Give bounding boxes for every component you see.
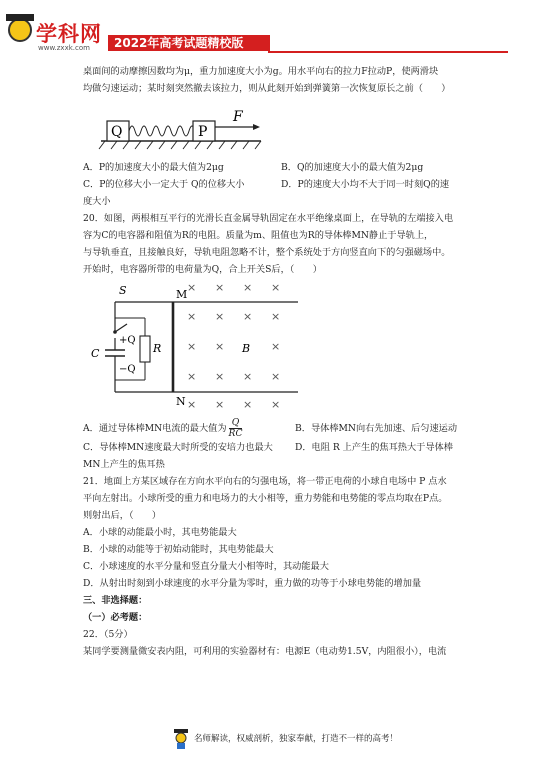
switch-s-label: S xyxy=(119,284,127,297)
q20-figure xyxy=(83,280,473,418)
svg-text:×: × xyxy=(187,370,197,383)
q20-text: 开始时，电容器所带的电荷量为Q，合上开关S后，（ ） xyxy=(83,264,322,275)
q21-text: 平向左射出。小球所受的重力和电场力的大小相等，重力势能和电势能的零点均取在P点。 xyxy=(83,493,448,504)
capacitor-c-label: C xyxy=(91,347,100,360)
force-f-label: F xyxy=(233,109,243,125)
q19-option-c: C．P的位移大小一定大于 Q的位移大小 xyxy=(83,179,245,190)
q19-option-d: D．P的速度大小均不大于同一时刻Q的速 xyxy=(281,179,450,190)
exam-content xyxy=(83,63,473,660)
q21-text: 则射出后，（ ） xyxy=(83,510,162,521)
block-q-label: Q xyxy=(111,124,123,140)
charge-plus-label: +Q xyxy=(119,335,136,346)
title-banner: 2022年高考试题精校版 xyxy=(108,35,270,51)
svg-text:×: × xyxy=(187,398,197,411)
fraction-denominator: RC xyxy=(228,428,243,439)
mascot-icon xyxy=(8,18,32,42)
svg-text:×: × xyxy=(215,310,225,323)
spring-blocks-diagram xyxy=(83,97,283,159)
graduation-cap-icon xyxy=(6,14,34,21)
svg-text:×: × xyxy=(187,310,197,323)
page-header xyxy=(0,0,550,60)
svg-text:×: × xyxy=(243,310,253,323)
rod-m-label: M xyxy=(176,288,188,301)
q22-heading: 22．（5分） xyxy=(83,629,133,640)
q19-figure xyxy=(83,97,473,159)
q20-option-c: C．导体棒MN速度最大时所受的安培力也最大 xyxy=(83,442,273,453)
q19-option-b: B．Q的加速度大小的最大值为2μg xyxy=(281,162,424,173)
q22-text: 某同学要测量微安表内阻，可利用的实验器材有：电源E（电动势1.5V，内阻很小），电流 xyxy=(83,646,447,657)
q21-option-a: A．小球的动能最小时，其电势能最大 xyxy=(83,527,237,538)
q20-text: 容为C的电容器和阻值为R的电阻。质量为m、阻值也为R的导体棒MN静止于导轨上， xyxy=(83,230,434,241)
logo xyxy=(8,14,108,54)
q21-text: 21．地面上方某区域存在方向水平向右的匀强电场，将一带正电荷的小球自电场中 P 点水 xyxy=(83,476,447,487)
svg-text:×: × xyxy=(215,340,225,353)
svg-text:×: × xyxy=(187,340,197,353)
rail-circuit-diagram xyxy=(83,280,303,416)
subsection-title: （一）必考题： xyxy=(83,612,148,623)
svg-text:×: × xyxy=(271,281,281,294)
svg-text:×: × xyxy=(215,370,225,383)
resistor-r-label: R xyxy=(153,342,162,355)
fraction-numerator: Q xyxy=(229,418,243,429)
q20-text: 与导轨垂直，且接触良好，导轨电阻忽略不计，整个系统处于方向竖直向下的匀强磁场中。 xyxy=(83,247,451,258)
q21-option-d: D．从射出时刻到小球速度的水平分量为零时，重力做的功等于小球电势能的增加量 xyxy=(83,578,422,589)
q20-option-d-cont: MN上产生的焦耳热 xyxy=(83,459,165,470)
svg-text:×: × xyxy=(271,310,281,323)
section-title: 三、非选择题： xyxy=(83,595,148,606)
q20-option-a-text: A．通过导体棒MN电流的最大值为 xyxy=(83,423,227,434)
fraction xyxy=(229,418,243,439)
svg-text:×: × xyxy=(243,398,253,411)
q19-option-a: A．P的加速度大小的最大值为2μg xyxy=(83,162,224,173)
q19-text: 桌面间的动摩擦因数均为μ，重力加速度大小为g。用水平向右的拉力F拉动P，使两滑块 xyxy=(83,66,439,77)
mascot-icon xyxy=(173,728,189,750)
svg-text:×: × xyxy=(215,398,225,411)
block-p-label: P xyxy=(198,124,208,140)
svg-text:×: × xyxy=(271,398,281,411)
svg-text:×: × xyxy=(215,281,225,294)
q20-text: 20．如图，两根相互平行的光滑长直金属导轨固定在水平绝缘桌面上，在导轨的左端接入电 xyxy=(83,213,454,224)
logo-text: 学科网 xyxy=(36,22,102,46)
q21-option-c: C．小球速度的水平分量和竖直分量大小相等时，其动能最大 xyxy=(83,561,329,572)
svg-text:×: × xyxy=(271,340,281,353)
q20-option-a xyxy=(83,418,295,439)
header-rule xyxy=(268,51,508,53)
logo-url: www.zxxk.com xyxy=(38,44,90,52)
svg-text:×: × xyxy=(271,370,281,383)
svg-text:×: × xyxy=(243,370,253,383)
svg-text:×: × xyxy=(243,281,253,294)
q19-text: 均做匀速运动；某时刻突然撤去该拉力，则从此刻开始到弹簧第一次恢复原长之前（ ） xyxy=(83,83,451,94)
charge-minus-label: −Q xyxy=(119,364,136,375)
rod-n-label: N xyxy=(176,395,186,408)
q19-option-d-cont: 度大小 xyxy=(83,196,111,207)
q20-option-d: D．电阻 R 上产生的焦耳热大于导体棒 xyxy=(295,442,453,453)
field-b-label: B xyxy=(242,342,251,355)
q21-option-b: B．小球的动能等于初始动能时，其电势能最大 xyxy=(83,544,274,555)
footer-slogan: 名师解读，权威剖析，独家奉献，打造不一样的高考！ xyxy=(194,734,399,744)
page-footer xyxy=(0,726,550,766)
q20-option-b: B．导体棒MN向右先加速、后匀速运动 xyxy=(295,423,458,434)
svg-text:×: × xyxy=(187,281,197,294)
